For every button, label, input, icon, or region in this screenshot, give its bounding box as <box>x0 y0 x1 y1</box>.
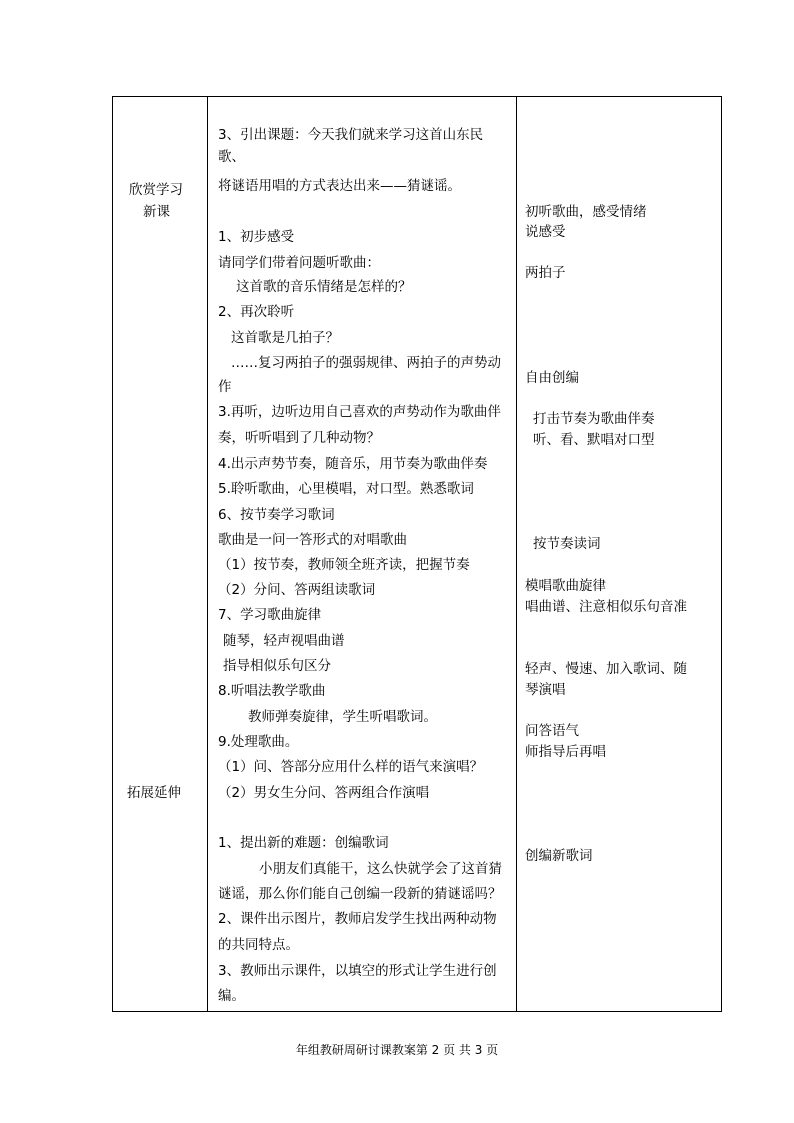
column-divider-2 <box>516 97 517 1011</box>
content-line: 将谜语用唱的方式表达出来——猜谜谣。 <box>218 178 461 194</box>
activity-line: 轻声、慢速、加入歌词、随 <box>525 661 687 677</box>
content-line: （2）男女生分问、答两组合作演唱 <box>218 785 430 801</box>
content-line: （1）按节奏，教师领全班齐读，把握节奏 <box>218 557 470 573</box>
content-line: 歌曲是一问一答形式的对唱歌曲 <box>218 532 407 548</box>
section-label-appreciation-line1: 欣赏学习 <box>129 182 183 198</box>
activity-line: 说感受 <box>525 224 566 240</box>
content-line: ……复习两拍子的强弱规律、两拍子的声势动 <box>231 355 501 371</box>
section-label-appreciation-line2: 新课 <box>143 204 170 220</box>
activity-line: 听、看、默唱对口型 <box>533 432 655 448</box>
content-line: 请同学们带着问题听歌曲： <box>218 255 380 271</box>
content-line: （1）问、答部分应用什么样的语气来演唱？ <box>218 759 484 775</box>
content-line: 2、再次聆听 <box>218 304 295 320</box>
activity-line: 问答语气 <box>525 723 579 739</box>
content-line: 6、按节奏学习歌词 <box>218 507 335 523</box>
content-line: 3、引出课题：今天我们就来学习这首山东民 <box>218 127 484 143</box>
section-label-extension: 拓展延伸 <box>127 785 181 801</box>
content-line: 指导相似乐句区分 <box>223 658 331 674</box>
content-line: 7、学习歌曲旋律 <box>218 607 322 623</box>
activity-line: 打击节奏为歌曲伴奏 <box>533 411 655 427</box>
content-line: 随琴，轻声视唱曲谱 <box>223 633 345 649</box>
content-line: 1、提出新的难题：创编歌词 <box>218 835 389 851</box>
content-line: 2、课件出示图片，教师启发学生找出两种动物 <box>218 911 497 927</box>
page-footer: 年组教研周研讨课教案第 2 页 共 3 页 <box>295 1043 499 1057</box>
activity-line: 唱曲谱、注意相似乐句音准 <box>525 599 687 615</box>
content-line: 8.听唱法教学歌曲 <box>218 683 326 699</box>
activity-line: 模唱歌曲旋律 <box>525 578 606 594</box>
content-line: 小朋友们真能干，这么快就学会了这首猜 <box>259 861 502 877</box>
content-line: 教师弹奏旋律，学生听唱歌词。 <box>248 709 437 725</box>
content-line: 编。 <box>218 988 245 1004</box>
column-divider-1 <box>207 97 208 1011</box>
content-line: 这首歌的音乐情绪是怎样的？ <box>236 279 412 295</box>
content-line: 1、初步感受 <box>218 229 295 245</box>
activity-line: 两拍子 <box>525 265 566 281</box>
activity-line: 自由创编 <box>525 370 579 386</box>
content-line: 5.聆听歌曲，心里模唱，对口型。熟悉歌词 <box>218 481 474 497</box>
lesson-plan-table <box>112 96 722 1012</box>
content-line: 的共同特点。 <box>218 937 299 953</box>
activity-line: 琴演唱 <box>525 682 566 698</box>
content-line: 作 <box>218 379 232 395</box>
content-line: 4.出示声势节奏，随音乐，用节奏为歌曲伴奏 <box>218 456 488 472</box>
activity-line: 师指导后再唱 <box>525 744 606 760</box>
content-line: 9.处理歌曲。 <box>218 734 299 750</box>
content-line: 谜谣，那么你们能自己创编一段新的猜谜谣吗？ <box>218 886 502 902</box>
activity-line: 按节奏读词 <box>533 536 601 552</box>
content-line: 这首歌是几拍子？ <box>231 330 339 346</box>
content-line: 歌、 <box>218 149 245 165</box>
activity-line: 创编新歌词 <box>525 848 593 864</box>
content-line: 3.再听，边听边用自己喜欢的声势动作为歌曲伴 <box>218 404 501 420</box>
content-line: 3、教师出示课件，以填空的形式让学生进行创 <box>218 963 497 979</box>
content-line: （2）分问、答两组读歌词 <box>218 582 376 598</box>
activity-line: 初听歌曲，感受情绪 <box>525 204 647 220</box>
content-line: 奏，听听唱到了几种动物？ <box>218 430 380 446</box>
